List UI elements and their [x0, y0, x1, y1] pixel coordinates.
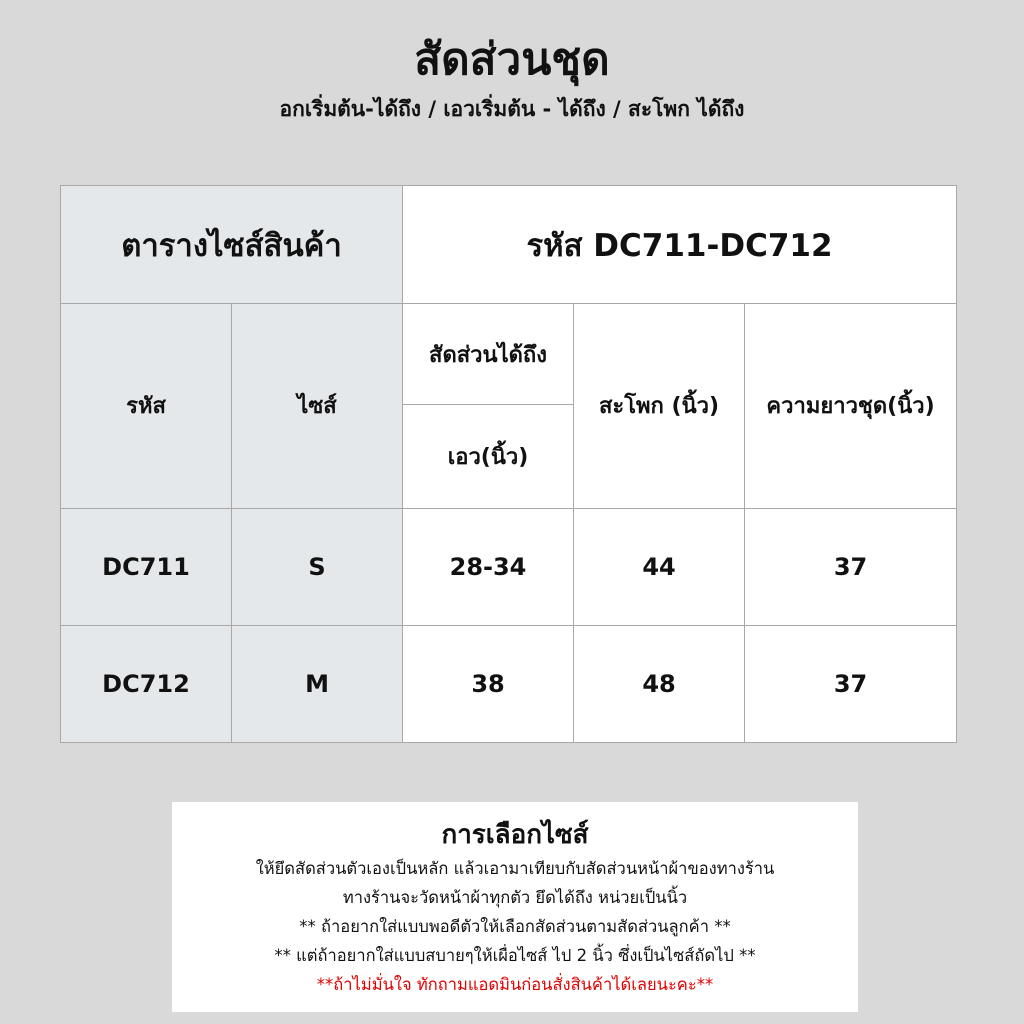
cell-length: 37	[745, 508, 957, 625]
table-caption-left: ตารางไซส์สินค้า	[61, 186, 403, 304]
cell-code: DC711	[61, 508, 232, 625]
note-line: ทางร้านจะวัดหน้าผ้าทุกตัว ยึดได้ถึง หน่วยเป็นนิ้ว	[342, 888, 688, 907]
table-caption-right: รหัส DC711-DC712	[403, 186, 957, 304]
size-guide-note	[172, 802, 858, 1012]
cell-waist: 28-34	[403, 508, 574, 625]
note-line: ** ถ้าอยากใส่แบบพอดีตัวให้เลือกสัดส่วนตามสัดส่วนลูกค้า **	[299, 917, 731, 936]
header-waist: เอว(นิ้ว)	[403, 405, 574, 508]
note-warning: **ถ้าไม่มั่นใจ ทักถามแอดมินก่อนสั่งสินค้าได้เลยนะคะ**	[316, 975, 714, 994]
cell-waist: 38	[403, 625, 574, 742]
cell-hip: 48	[574, 625, 745, 742]
cell-size: M	[232, 625, 403, 742]
page-subtitle: อกเริ่มต้น-ได้ถึง / เอวเริ่มต้น - ได้ถึง / สะโพก ได้ถึง	[279, 97, 745, 121]
cell-length: 37	[745, 625, 957, 742]
table-row	[61, 508, 957, 625]
note-title: การเลือกไซส์	[441, 820, 589, 850]
table-row	[61, 625, 957, 742]
cell-size: S	[232, 508, 403, 625]
size-chart-table	[60, 185, 957, 743]
header-range-group: สัดส่วนได้ถึง	[403, 304, 574, 405]
note-line: ** แต่ถ้าอยากใส่แบบสบายๆให้เผื่อไซส์ ไป 2 นิ้ว ซึ่งเป็นไซส์ถัดไป **	[274, 946, 756, 965]
cell-hip: 44	[574, 508, 745, 625]
header-length: ความยาวชุด(นิ้ว)	[745, 304, 957, 508]
note-line: ให้ยึดสัดส่วนตัวเองเป็นหลัก แล้วเอามาเทียบกับสัดส่วนหน้าผ้าของทางร้าน	[255, 859, 775, 878]
page-title: สัดส่วนชุด	[414, 34, 610, 85]
header-code: รหัส	[61, 304, 232, 508]
header-hip: สะโพก (นิ้ว)	[574, 304, 745, 508]
cell-code: DC712	[61, 625, 232, 742]
header-size: ไซส์	[232, 304, 403, 508]
